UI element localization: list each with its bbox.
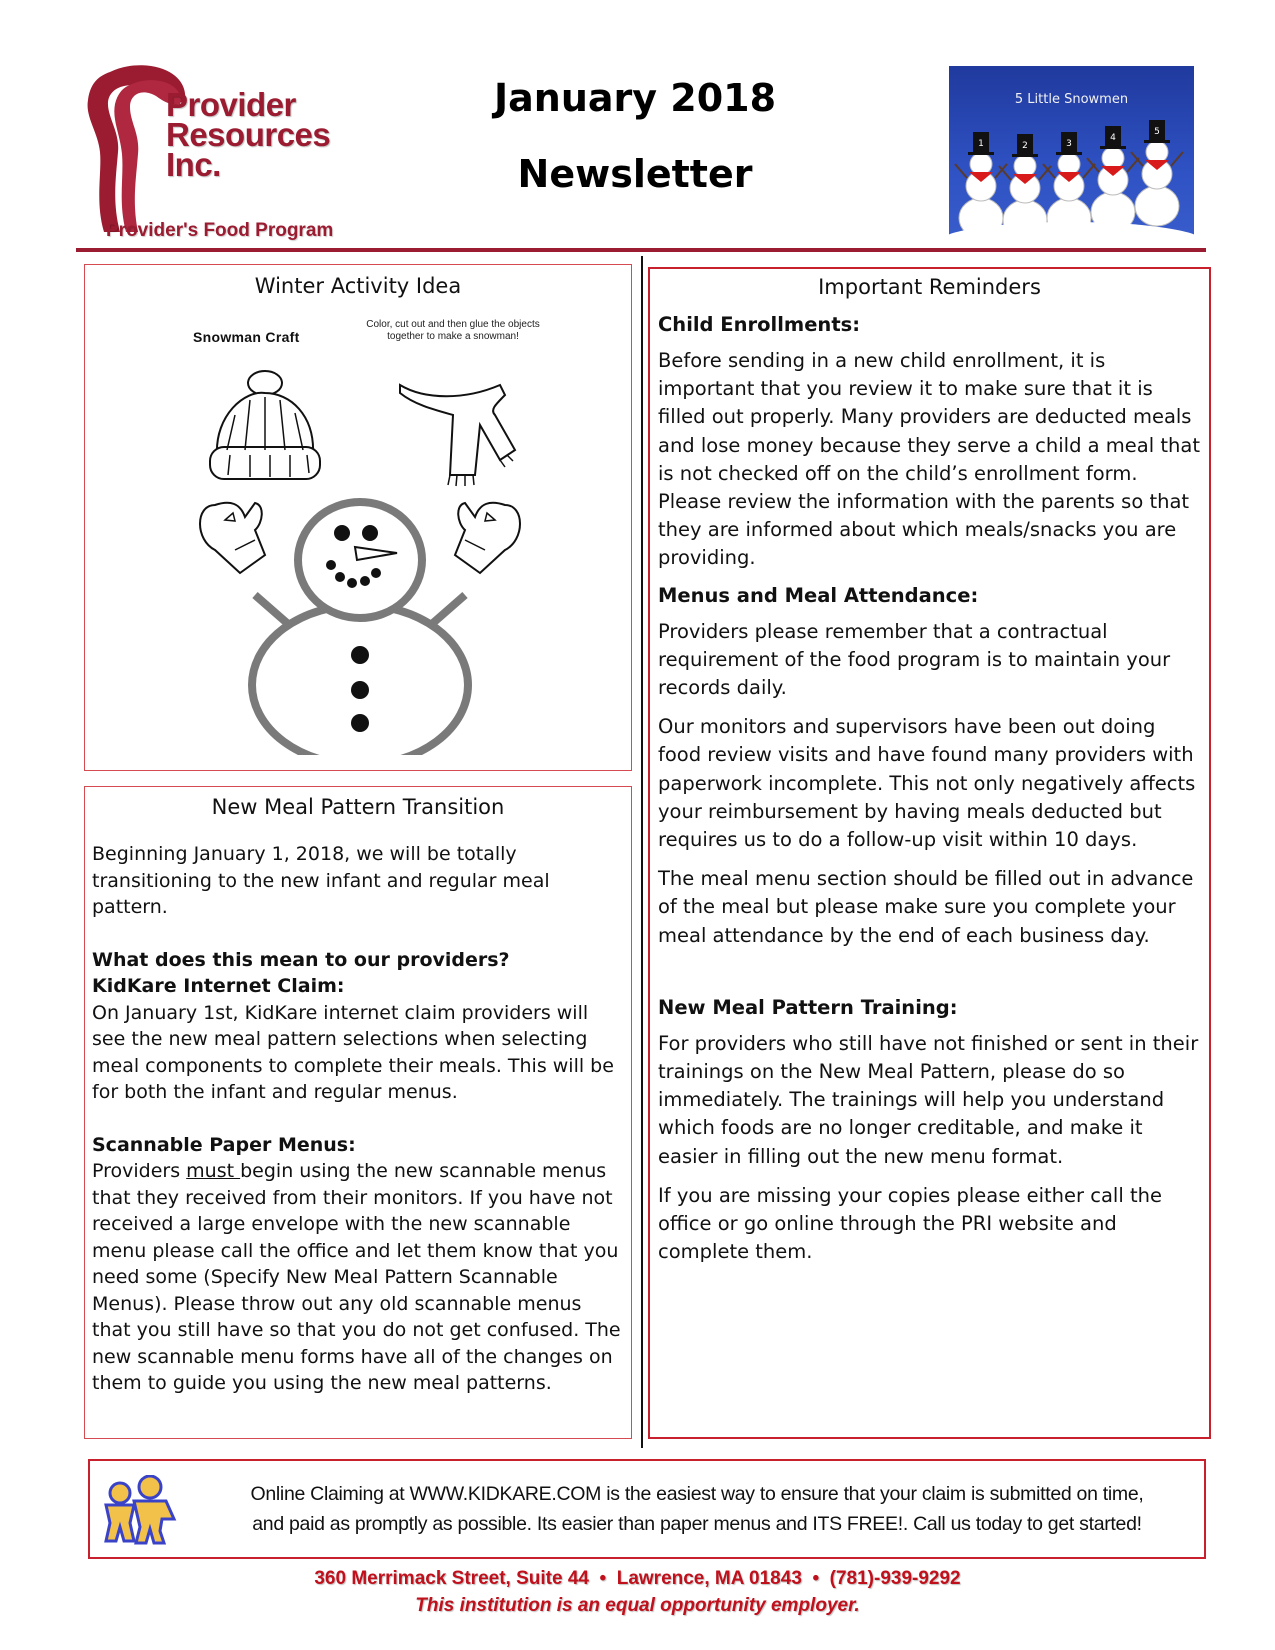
scannable-menus-text [92, 1158, 624, 1397]
logo-name-line: Provider [166, 86, 296, 123]
snowman-icon [955, 132, 1007, 238]
footer-address: 360 Merrimack Street, Suite 44 • Lawrence, MA 01843 • (781)-939-9292 [314, 1568, 961, 1589]
logo-name-line: Inc. [166, 146, 221, 183]
header-divider [76, 248, 1206, 252]
providers-question: What does this mean to our providers? [92, 948, 510, 971]
newsletter-title: Newsletter [517, 152, 753, 196]
scannable-emphasis: must [186, 1160, 241, 1182]
logo-tagline: Provider's Food Program [106, 220, 334, 241]
winter-activity-heading: Winter Activity Idea [254, 274, 462, 298]
newsletter-title-date: January 2018 [493, 76, 777, 120]
meal-pattern-transition-box [84, 786, 632, 1439]
transition-intro: Beginning January 1, 2018, we will be totally transitioning to the new infant and regular meal pattern. [92, 843, 550, 918]
kidkare-claim-text: On January 1st, KidKare internet claim providers will see the new meal pattern selections when selecting meal components to complete their meals. This will be for both the infant and regular menus. [92, 1001, 614, 1103]
column-divider [641, 256, 643, 1448]
craft-title: Snowman Craft [193, 329, 300, 345]
menus-attendance-text: The meal menu section should be filled out in advance of the meal but please make sure you complete your meal attendance by the end of each business day. [658, 867, 1194, 947]
snowman-number: 1 [978, 139, 984, 149]
promo-line: and paid as promptly as possible. Its easier than paper menus and ITS FREE!. Call us today to get started! [252, 1513, 1142, 1535]
craft-instructions: Color, cut out and then glue the objects together to make a snowman! [366, 319, 540, 342]
snowman-icon [1087, 126, 1139, 232]
scannable-text-start: Providers [92, 1160, 187, 1182]
company-logo [80, 62, 380, 247]
scarf-icon [400, 385, 515, 486]
promo-line: Online Claiming at WWW.KIDKARE.COM is the easiest way to ensure that your claim is submitted on time, [250, 1483, 1144, 1505]
scannable-text-rest: begin using the new scannable menus that they received from their monitors. If you have not received a large envelope with the new scannable menu please call the office and let them know that you need some (Specify New Meal Pattern Scannable Menus). Please throw out any old scannable menus that you still have so that you do not get confused. The new scannable menu forms have all of the changes on them to guide you using the new meal patterns. [92, 1160, 621, 1394]
transition-heading: New Meal Pattern Transition [211, 795, 505, 819]
reminders-heading: Important Reminders [818, 275, 1041, 299]
important-reminders-box [648, 267, 1211, 1439]
mitten-icon [200, 503, 265, 573]
training-heading: New Meal Pattern Training: [658, 995, 958, 1019]
menus-attendance-heading: Menus and Meal Attendance: [658, 583, 979, 607]
snowman-number: 5 [1154, 127, 1160, 137]
knit-hat-icon [210, 371, 320, 479]
snowman-number: 4 [1110, 133, 1116, 143]
menus-attendance-text: Providers please remember that a contractual requirement of the food program is to maintain your records daily. [658, 619, 1171, 700]
winter-activity-box [84, 264, 632, 771]
training-text: For providers who still have not finished or sent in their trainings on the New Meal Pattern, please do so immediately. The trainings will help you understand which foods are no longer creditable, and make it easier in filling out the new menu format. [658, 1031, 1199, 1168]
snowman-icon [1131, 120, 1183, 226]
picture-caption: 5 Little Snowmen [1014, 92, 1129, 107]
kidkare-claim-heading: KidKare Internet Claim: [92, 975, 345, 997]
footer-equal-opportunity: This institution is an equal opportunity employer. [415, 1595, 860, 1616]
snowman-number: 3 [1066, 139, 1072, 149]
mitten-icon [455, 503, 520, 573]
scannable-menus-heading: Scannable Paper Menus: [92, 1133, 356, 1156]
menus-attendance-text: Our monitors and supervisors have been out doing food review visits and have found many providers with paperwork incomplete. This not only negatively affects your reimbursement by having meals deducted but requires us to do a follow-up visit within 10 days. [658, 715, 1196, 852]
snowman-craft-illustration [195, 355, 525, 755]
logo-name [166, 86, 331, 183]
kidkare-banner [88, 1459, 1206, 1559]
snowmen-illustration [949, 66, 1194, 244]
child-enrollments-heading: Child Enrollments: [658, 313, 861, 336]
child-enrollments-text: Before sending in a new child enrollment, it is important that you review it to make sure that it is filled out properly. Many providers are deducted meals and lose money because they serve a child a meal that is not checked off on the child’s enrollment form. Please review the information with the parents so that they are informed about which meals/snacks you are providing. [658, 349, 1200, 570]
training-text: If you are missing your copies please either call the office or go online through the PRI website and complete them. [658, 1183, 1162, 1264]
kidkare-promo-text [200, 1479, 1194, 1539]
snowman-number: 2 [1022, 141, 1028, 151]
logo-name-line: Resources [166, 116, 331, 153]
kidkare-kids-icon [98, 1475, 178, 1547]
five-little-snowmen-picture [949, 66, 1194, 244]
